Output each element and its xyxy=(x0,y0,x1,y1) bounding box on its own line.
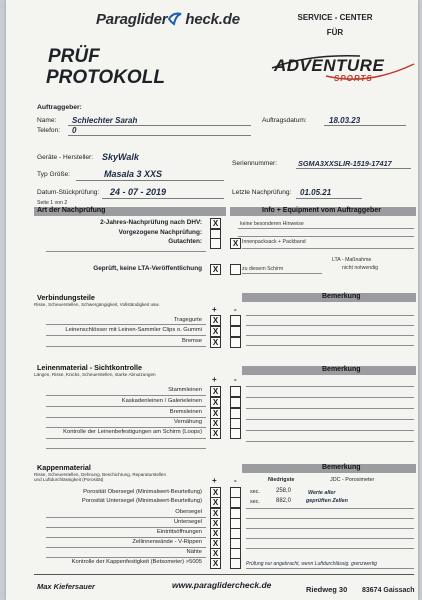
typ-label: Typ Größe: xyxy=(37,171,70,178)
kappenmaterial-header: Kappenmaterial xyxy=(37,463,91,472)
zwei-jahres-label: 2-Jahres-Nachprüfung nach DHV: xyxy=(100,219,202,226)
bremse-plus[interactable]: X xyxy=(210,337,221,348)
stammleinen-minus[interactable] xyxy=(230,386,241,397)
leinenmaterial-header: Leinenmaterial - Sichtkontrolle xyxy=(37,363,143,372)
kappenfestigkeit-minus[interactable] xyxy=(230,558,241,569)
lta-label: Geprüft, keine LTA-Veröffentlichung xyxy=(93,265,202,272)
naehte-label: Nähte xyxy=(186,549,202,555)
tragegurte-plus[interactable]: X xyxy=(210,315,221,326)
jdc-label: JDC - Porosimeter xyxy=(330,477,375,483)
auftraggeber-label: Auftraggeber: xyxy=(37,104,82,111)
service-center-label xyxy=(290,12,380,38)
equipment-checkbox[interactable]: X xyxy=(230,238,241,249)
obersegel-label: Obersegel xyxy=(175,509,202,515)
zellinnenwaende-label: Zellinnenwände - V-Rippen xyxy=(132,539,202,545)
kappenfestigkeit-label: Kontrolle der Kappenfestigkeit (Betsometer) >5005 xyxy=(71,559,202,565)
vernaehung-plus[interactable]: X xyxy=(210,418,221,429)
minus-3: - xyxy=(234,375,237,384)
untersegel-label: Untersegel xyxy=(173,519,202,525)
letzte-nachpruefung-value: 01.05.21 xyxy=(300,188,332,197)
service-line1: SERVICE - CENTER xyxy=(297,13,373,22)
vernaehung-label: Vernähung xyxy=(173,419,202,425)
hersteller-label: Geräte - Hersteller: xyxy=(37,154,94,161)
name-label: Name: xyxy=(37,117,57,124)
service-line2: FÜR xyxy=(326,28,344,37)
porositaet-ober-label: Porosität Obersegel (Minimalwert-Beurteilung) xyxy=(83,489,202,495)
innenpacksack-note: Innenpacksack + Packband xyxy=(242,239,306,245)
telefon-value: 0 xyxy=(72,126,77,135)
kappenfestigkeit-plus[interactable]: X xyxy=(210,558,221,569)
auftragsdatum-label: Auftragsdatum: xyxy=(262,117,307,124)
bremsleinen-label: Bremsleinen xyxy=(169,409,202,415)
seriennummer-label: Seriennummer: xyxy=(232,160,278,167)
plus-2: + xyxy=(212,305,217,314)
leinenmaterial-sub: Längen, Risse, Knicks, Scheuerstellen, starke Abnutzungen xyxy=(34,372,156,377)
gepruefte-zellen-text: geprüften Zellen xyxy=(306,498,348,504)
stueckpruefung-label: Datum-Stückprüfung: xyxy=(37,189,100,196)
seite-label: Seite 1 von 2 xyxy=(37,200,68,206)
auftragsdatum-value: 18.03.23 xyxy=(329,116,361,125)
title-line1: PRÜF xyxy=(48,46,100,67)
porositaet-unter-label: Porosität Untersegel (Minimalwert-Beurteilung) xyxy=(81,498,202,504)
bremse-minus[interactable] xyxy=(230,337,241,348)
verbindungsteile-sub: Risse, Scheuerstellen, Schwergängigkeit, Vollständigkeit usw. xyxy=(34,302,160,307)
kaskadenleinen-minus[interactable] xyxy=(230,397,241,408)
typ-value: Masala 3 XXS xyxy=(104,169,163,179)
werte-aller-text: Werte aller xyxy=(308,490,336,496)
lta-checkbox[interactable]: X xyxy=(210,264,221,275)
obersegel-plus[interactable]: X xyxy=(210,508,221,519)
nicht-notwendig-text: nicht notwendig xyxy=(342,265,379,271)
loops-minus[interactable] xyxy=(230,428,241,439)
info-equipment-header: Info + Equipment vom Auftraggeber xyxy=(262,207,381,214)
niedrigste-label: Niedrigste xyxy=(268,477,295,483)
stammleinen-label: Stammleinen xyxy=(168,387,202,393)
leinenschloesser-plus[interactable]: X xyxy=(210,326,221,337)
lta-schirm-checkbox[interactable] xyxy=(230,264,241,275)
loops-plus[interactable]: X xyxy=(210,428,221,439)
plus-4: + xyxy=(212,476,217,485)
brand-text-a: Paraglider xyxy=(96,11,168,28)
page-title xyxy=(46,46,165,88)
zwei-jahres-checkbox[interactable]: X xyxy=(210,218,221,229)
verbindungsteile-header: Verbindungsteile xyxy=(37,293,95,302)
footer-name: Max Kiefersauer xyxy=(37,582,95,591)
kaskadenleinen-label: Kaskadenleinen / Galerieleinen xyxy=(121,398,202,404)
leinenschloesser-minus[interactable] xyxy=(230,326,241,337)
untersegel-plus[interactable]: X xyxy=(210,518,221,529)
footer-city: 83674 Gaissach xyxy=(362,587,415,594)
plus-3: + xyxy=(212,375,217,384)
naehte-plus[interactable]: X xyxy=(210,548,221,559)
eintrittsoeffnungen-label: Eintrittsöffnungen xyxy=(156,529,202,535)
porositaet-ober-plus[interactable]: X xyxy=(210,487,221,498)
name-value: Schlechter Sarah xyxy=(72,116,138,125)
check-swoosh-icon xyxy=(167,11,185,27)
porositaet-unter-minus[interactable] xyxy=(230,497,241,508)
bemerkung-header-4: Bemerkung xyxy=(322,464,361,471)
tragegurte-label: Tragegurte xyxy=(173,317,202,323)
sec-label-2: sec. xyxy=(250,499,260,505)
bremsleinen-plus[interactable]: X xyxy=(210,408,221,419)
leinenschloesser-label: Leinenschlösser mit Leinen-Sammler Clips o. Gummi xyxy=(65,327,202,333)
protocol-sheet xyxy=(6,0,418,600)
adventure-sports-logo xyxy=(268,50,418,90)
telefon-label: Telefon: xyxy=(37,127,61,134)
kappenmaterial-sub2: und Luftdurchlässigkeit (Porosität) xyxy=(34,477,104,482)
sec-label-1: sec. xyxy=(250,489,260,495)
kaskadenleinen-plus[interactable]: X xyxy=(210,397,221,408)
porositaet-unter-plus[interactable]: X xyxy=(210,497,221,508)
bemerkung-header-3: Bemerkung xyxy=(322,366,361,373)
porositaet-ober-value: 258,0 xyxy=(276,488,292,494)
bemerkung-header-2: Bemerkung xyxy=(322,293,361,300)
vorgezogene-label: Vorgezogene Nachprüfung: xyxy=(118,229,202,236)
stammleinen-plus[interactable]: X xyxy=(210,386,221,397)
pruefung-footnote: Prüfung nur angebracht, wenn Luftdurchlässig. grenzwertig xyxy=(246,561,377,567)
letzte-nachpruefung-label: Letzte Nachprüfung: xyxy=(232,189,292,196)
minus-4: - xyxy=(234,476,237,485)
schirm-note: zu diesem Schirm xyxy=(242,266,284,272)
footer-website[interactable]: www.paraglidercheck.de xyxy=(172,580,272,590)
art-der-nachpruefung-header: Art der Nachprüfung xyxy=(37,207,106,214)
loops-label: Kontrolle der Leinenbefestigungen am Schirm (Loops) xyxy=(63,429,202,435)
porositaet-unter-value: 882,0 xyxy=(276,498,292,504)
logo-sports-text: SPORTS xyxy=(334,74,373,83)
seriennummer-value: SGMA3XXSLIR-1519-17417 xyxy=(298,159,392,168)
tragegurte-minus[interactable] xyxy=(230,315,241,326)
bremse-label: Bremse xyxy=(182,338,202,344)
brand-text-b: heck.de xyxy=(185,11,240,28)
kappenmaterial-sub1: Risse, Scheuerstellen, Dehnung, Beschichtung, Reparaturstellen xyxy=(34,472,167,477)
lta-massnahme-text: LTA - Maßnahme xyxy=(332,257,372,263)
gutachten-label: Gutachten: xyxy=(168,238,202,245)
title-line2: PROTOKOLL xyxy=(46,67,165,88)
logo-adventure-text: ADVENTURE xyxy=(274,56,385,75)
hinweis-note: keine besonderen Hinweise xyxy=(240,221,304,227)
paraglidercheck-logo xyxy=(96,8,240,28)
zellinnenwaende-plus[interactable]: X xyxy=(210,538,221,549)
gutachten-checkbox[interactable] xyxy=(210,238,221,249)
hersteller-value: SkyWalk xyxy=(102,152,139,162)
minus-2: - xyxy=(234,305,237,314)
eintrittsoeffnungen-plus[interactable]: X xyxy=(210,528,221,539)
footer-street: Riedweg 30 xyxy=(306,585,348,594)
stueckpruefung-value: 24 - 07 - 2019 xyxy=(110,187,167,197)
